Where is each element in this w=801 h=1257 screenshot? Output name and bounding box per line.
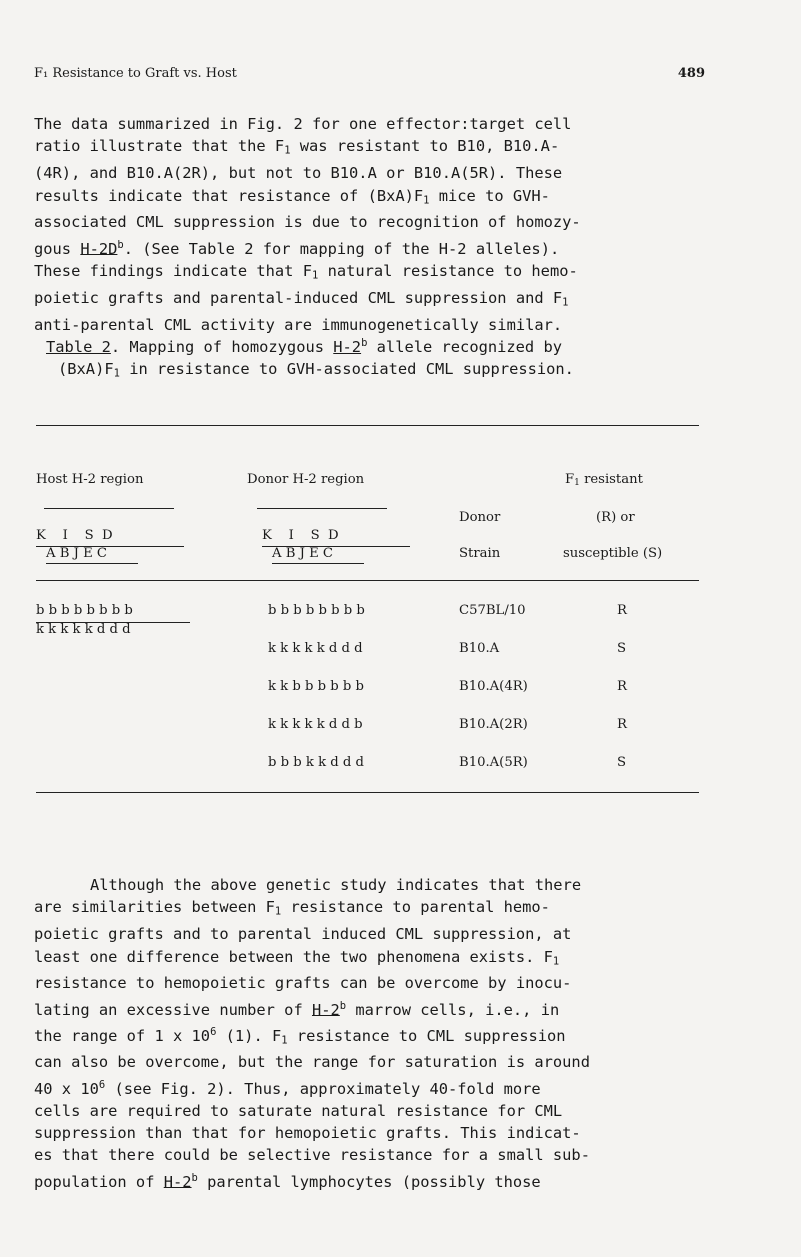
donor-alleles: b b b k k d d d [268,755,364,770]
text-line: gous $H-2D^b$. (See Table 2 for mapping of the H-2 alleles). [34,238,560,258]
running-title: F₁ Resistance to Graft vs. Host [34,66,237,81]
host-region-header: Host H-2 region [36,472,144,487]
f1-resistant-header: $F_1$ resistant [565,472,643,489]
table-header-rule [36,580,699,581]
donor-header-rule [257,508,387,509]
text-line: least one difference between the two phenomena exists. $F_1$ [34,947,560,968]
host-subregion-letters: A B J E C [46,546,107,561]
text-line: $(BxA)F_1$ in resistance to GVH-associated CML suppression. [58,360,574,380]
text-line: associated CML suppression is due to recognition of homozy- [34,213,581,232]
text-line: Although the above genetic study indicates that there [90,876,582,894]
text-line: These findings indicate that $F_1$ natural resistance to hemo- [34,261,578,282]
donor-alleles: k k k k k d d d [268,641,363,656]
text-line: the range of 1 x $10^6$ (1). $F_1$ resistance to CML suppression [34,1025,566,1047]
rs-header-bottom: susceptible (S) [563,546,663,561]
page-number: 489 [677,66,705,81]
paragraph-1 [34,113,734,336]
text-line: results indicate that resistance of $(BxA)F_1$ mice to GVH- [34,186,550,207]
donor-alleles: k k k k k d d b [268,717,363,732]
text-line: 40 x $10^6$ (see Fig. 2). Thus, approximately 40-fold more [34,1078,541,1098]
resistance-result: R [617,717,627,732]
donor-strain: B10.A [459,641,500,656]
text-line: lating an excessive number of H-2$^b$ marrow cells, i.e., in [34,999,560,1019]
text-line: ratio illustrate that the $F_1$ was resistant to B10, B10.A- [34,137,560,157]
donor-strain: B10.A(5R) [459,755,528,770]
donor-strain: B10.A(2R) [459,717,528,732]
text-line: resistance to hemopoietic grafts can be overcome by inocu- [34,974,572,993]
paragraph-2 [34,874,734,1193]
resistance-result: S [617,755,627,770]
text-line: are similarities between $F_1$ resistance to parental hemo- [34,898,550,918]
host-region-letters: K I S D [36,528,113,543]
donor-subregion-letters: A B J E C [272,546,333,561]
table-label: Table 2 [46,337,111,356]
text-line: The data summarized in Fig. 2 for one effector:target cell [34,115,572,133]
donor-alleles: k k b b b b b b [268,679,364,694]
text-line: poietic grafts and parental-induced CML suppression and $F_1$ [34,288,569,309]
donor-strain-header-top: Donor [459,510,501,525]
resistance-result: R [617,603,627,618]
text-line: suppression than that for hemopoietic grafts. This indicat- [34,1124,581,1143]
resistance-result: S [617,641,627,656]
donor-subregions-underline [272,563,364,564]
table-top-rule [36,425,699,426]
text-line: es that there could be selective resistance for a small sub- [34,1146,590,1165]
host-subregions-underline [46,563,138,564]
text-line: anti-parental CML activity are immunogenetically similar. [34,315,563,334]
resistance-result: R [617,679,627,694]
text-line: population of H-2$^b$ parental lymphocytes (possibly those [34,1171,541,1191]
host-alleles-row-2: k k k k k d d d [36,622,131,637]
donor-strain: B10.A(4R) [459,679,528,694]
rs-header-top: (R) or [596,510,635,525]
text-line: Table 2. Mapping of homozygous H-2$^b$ allele recognized by [46,337,562,356]
text-line: cells are required to saturate natural resistance for CML [34,1101,563,1120]
text-line: (4R), and B10.A(2R), but not to B10.A or B10.A(5R). These [34,164,563,183]
table-caption [46,332,574,385]
donor-strain-header-bottom: Strain [459,546,501,561]
text-line: poietic grafts and to parental induced CML suppression, at [34,925,572,944]
donor-alleles: b b b b b b b b [268,603,365,618]
text-line: can also be overcome, but the range for saturation is around [34,1053,590,1072]
donor-region-letters: K I S D [262,528,339,543]
host-header-rule [44,508,174,509]
table-bottom-rule [36,792,699,793]
donor-strain: C57BL/10 [459,603,526,618]
host-alleles-row-1: b b b b b b b b [36,603,133,618]
donor-region-header: Donor H-2 region [247,472,365,487]
